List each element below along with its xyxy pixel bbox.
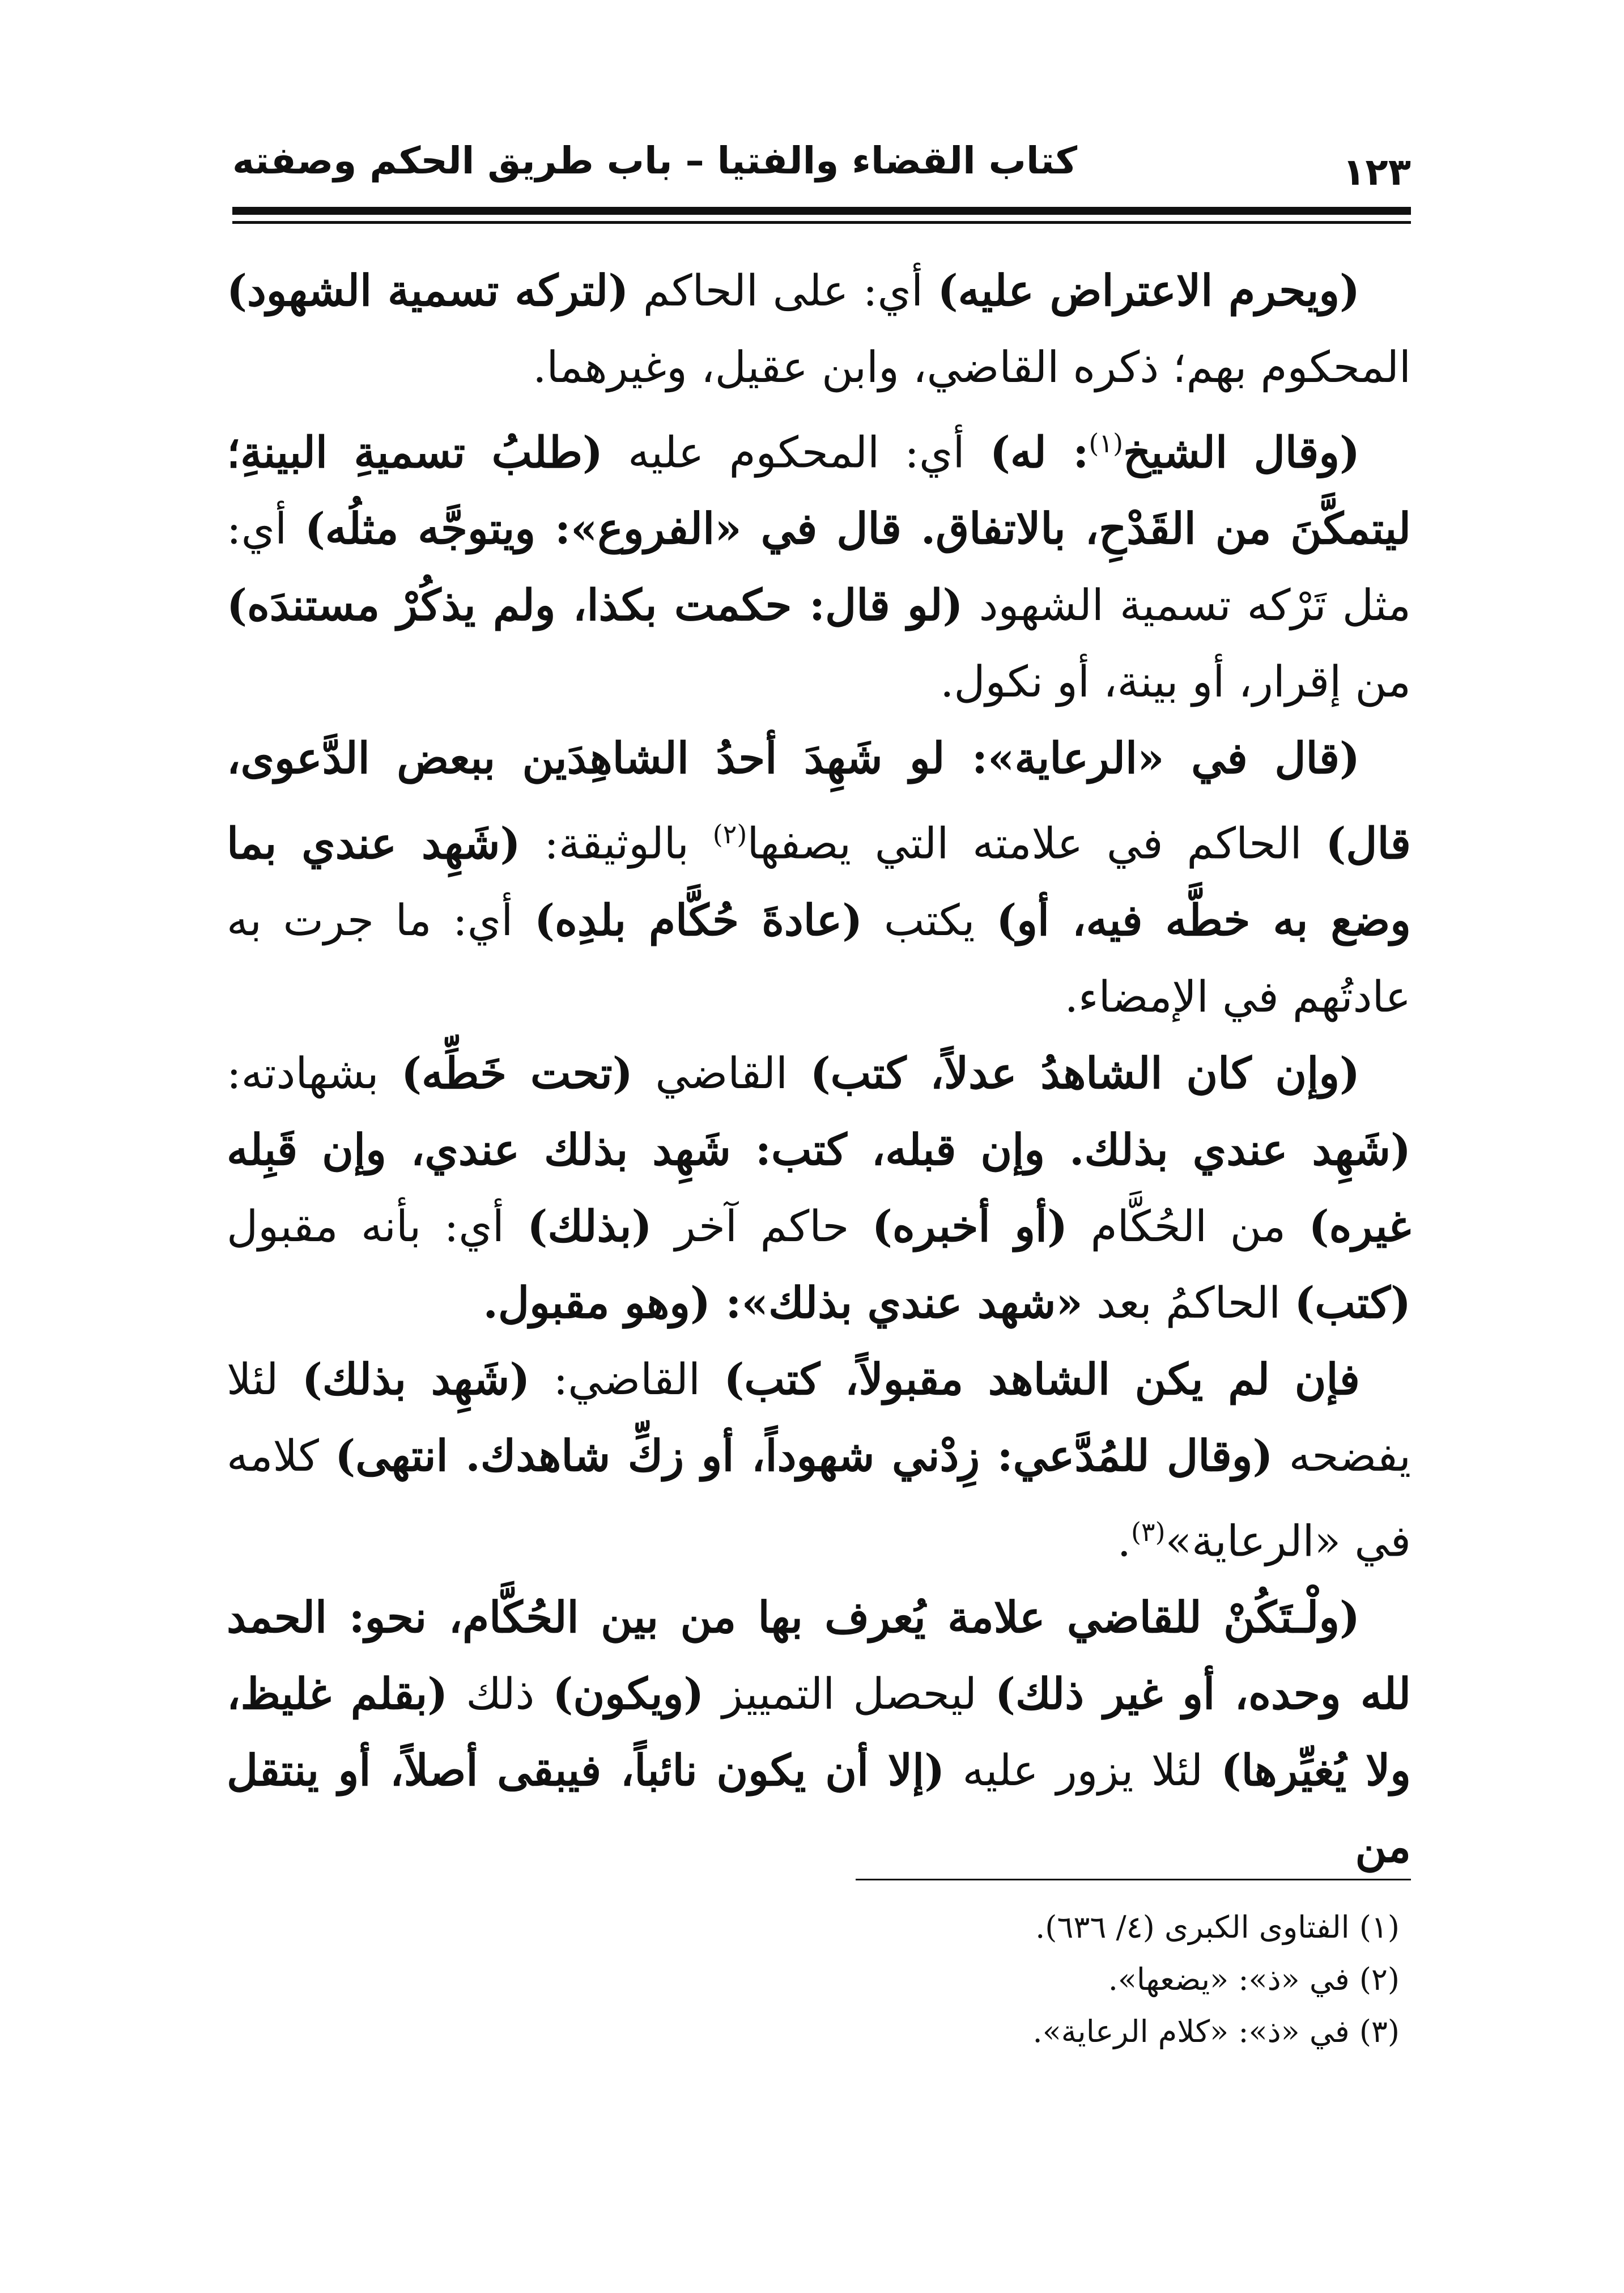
commentary-text: لئلا يزور عليه — [945, 1744, 1221, 1795]
commentary-text: كلامه في «الرعاية» — [227, 1430, 1411, 1566]
commentary-text: أي: ما جرت به عادتُهم في الإمضاء. — [227, 894, 1411, 1022]
header-rule-thick — [232, 207, 1411, 215]
footnote-3: (٣) في «ذ»: «كلام الرعاية». — [1032, 2014, 1400, 2049]
footnote-2: (٢) في «ذ»: «يضعها». — [1108, 1961, 1400, 1997]
footnotes — [680, 1901, 1400, 2058]
header-rule-thin — [232, 221, 1411, 224]
bold-matn-text: (وقال للمُدَّعي: زِدْني شهوداً، أو زكِّ شاهدك. انتهى) — [335, 1430, 1273, 1481]
commentary-text: أي: على الحاكم — [628, 265, 938, 316]
bold-matn-text: (لتركه تسمية الشهود) — [227, 265, 629, 316]
bold-matn-text: (إلا أن يكون نائباً، فيبقى أصلاً، أو ينتقل من — [227, 1744, 1411, 1872]
commentary-text: الحاكم في علامته التي يصفها — [747, 818, 1326, 869]
commentary-text: الحاكمُ بعد — [1082, 1277, 1295, 1328]
bold-matn-text: (وقال الشيخ — [1123, 427, 1361, 478]
commentary-text: لئلا يفضحه — [227, 1353, 1411, 1481]
bold-matn-text: (بذلك) — [527, 1200, 652, 1251]
bold-matn-text: (شَهِد بذلك) — [301, 1353, 530, 1404]
bold-matn-text: (طلبُ تسميةِ البينةِ؛ ليتمكَّنَ من القَدْحِ، بالاتفاق. قال في «الفروع»: ويتوجَّه مثلُه) — [227, 427, 1411, 554]
bold-matn-text: (شَهِد عندي بذلك. وإن قبله، كتب: شَهِد بذلك عندي، وإن قَبِله غيره) — [227, 1124, 1411, 1251]
commentary-text: ذلك — [448, 1668, 553, 1719]
footnote-marker: (٣) — [1130, 1516, 1166, 1547]
paragraph — [227, 1035, 1411, 1341]
bold-matn-text: (وإن كان الشاهدُ عدلاً، كتب) — [810, 1047, 1360, 1098]
paragraph — [227, 405, 1411, 720]
commentary-text: بشهادته: — [227, 1047, 402, 1098]
bold-matn-text: (عادةَ حُكَّام بلدِه) — [534, 894, 863, 945]
bold-matn-text: (ويحرم الاعتراض عليه) — [937, 265, 1360, 316]
bold-matn-text: (لو قال: حكمت بكذا، ولم يذكُرْ مستندَه) — [227, 580, 963, 631]
bold-matn-text: (ويكون) — [552, 1668, 704, 1719]
commentary-text: القاضي — [632, 1047, 810, 1098]
commentary-text: حاكم آخر — [652, 1200, 872, 1251]
bold-matn-text: (بقلم غليظ، ولا يُغيِّرها) — [227, 1668, 1412, 1795]
bold-matn-text: «شهد عندي بذلك»: (وهو مقبول. — [483, 1277, 1083, 1328]
bold-matn-text: (قال في «الرعاية»: لو شَهِدَ أحدُ الشاهِدَين ببعض الدَّعوى، قال) — [227, 733, 1412, 869]
bold-matn-text: (ولْـتَكُنْ للقاضي علامة يُعرف بها من بين الحُكَّام، نحو: الحمد لله وحده، أو غير ذلك) — [227, 1591, 1411, 1719]
bold-matn-text: (أو أخبره) — [871, 1200, 1068, 1251]
commentary-text: القاضي: — [530, 1353, 724, 1404]
footnote-marker: (٢) — [712, 819, 747, 850]
paragraph — [227, 1579, 1411, 1885]
paragraph — [227, 1341, 1411, 1579]
running-title: كتاب القضاء والفتيا – باب طريق الحكم وصفته — [232, 139, 1078, 182]
bold-matn-text: (شَهِد عندي بما وضع به خطَّه فيه، أو) — [227, 818, 1412, 945]
footnote-separator — [856, 1879, 1411, 1880]
bold-matn-text: (تحت خَطِّه) — [401, 1047, 633, 1098]
commentary-text: أي: المحكوم عليه — [602, 427, 990, 478]
commentary-text: يكتب — [862, 894, 997, 945]
commentary-text: من إقرار، أو بينة، أو نكول. — [940, 656, 1411, 707]
commentary-text: بالوثيقة: — [520, 818, 713, 869]
commentary-text: من الحُكَّام — [1068, 1200, 1309, 1251]
bold-matn-text: : له) — [989, 427, 1089, 478]
bold-matn-text: فإن لم يكن الشاهد مقبولاً، كتب) — [724, 1353, 1360, 1404]
commentary-text: المحكوم بهم؛ ذكره القاضي، وابن عقيل، وغيرهما. — [533, 342, 1411, 392]
page-number: ١٢٣ — [1342, 150, 1411, 194]
commentary-text: ليحصل التمييز — [704, 1668, 996, 1719]
page-header — [232, 139, 1411, 196]
footnote-1: (١) الفتاوى الكبرى (٤/ ٦٣٦). — [1035, 1909, 1400, 1945]
paragraph — [227, 720, 1411, 1034]
footnote-marker: (١) — [1089, 428, 1124, 458]
commentary-text: أي: مثل تَرْكه تسمية الشهود — [227, 503, 1411, 631]
commentary-text: . — [1117, 1515, 1131, 1566]
main-text — [227, 252, 1411, 1885]
paragraph — [227, 252, 1411, 405]
bold-matn-text: (كتب) — [1294, 1277, 1411, 1328]
commentary-text: أي: بأنه مقبول — [227, 1200, 528, 1251]
